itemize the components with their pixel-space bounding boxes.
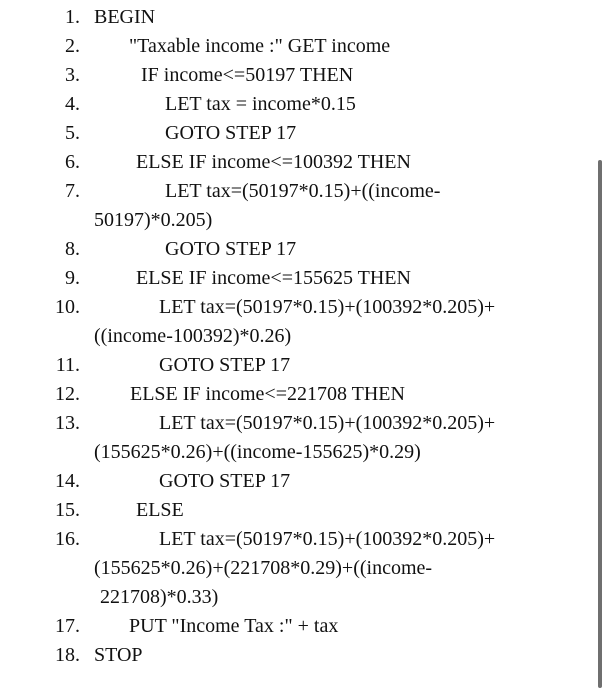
code-line: GOTO STEP 17 [165, 122, 297, 144]
code-line: "Taxable income :" GET income [129, 35, 391, 57]
line-number: 11. [55, 354, 80, 376]
vertical-scrollbar[interactable] [598, 160, 602, 688]
code-line: ELSE IF income<=100392 THEN [136, 151, 411, 173]
line-number: 2. [65, 35, 80, 57]
code-line: LET tax=(50197*0.15)+(100392*0.205)+ [159, 528, 496, 550]
line-number: 15. [55, 499, 80, 521]
code-line: PUT "Income Tax :" + tax [129, 615, 339, 637]
line-number: 12. [55, 383, 80, 405]
code-line-continuation: ((income-100392)*0.26) [94, 325, 292, 347]
line-number: 8. [65, 238, 80, 260]
code-line: LET tax=(50197*0.15)+((income- [165, 180, 441, 202]
code-line: ELSE IF income<=221708 THEN [130, 383, 405, 405]
line-number: 17. [55, 615, 80, 637]
code-line: IF income<=50197 THEN [141, 64, 354, 86]
code-line: GOTO STEP 17 [165, 238, 297, 260]
line-number: 7. [65, 180, 80, 202]
code-line: GOTO STEP 17 [159, 354, 291, 376]
line-number: 4. [65, 93, 80, 115]
code-line: BEGIN [94, 6, 156, 28]
line-number: 5. [65, 122, 80, 144]
code-line-continuation: 50197)*0.205) [94, 209, 213, 231]
line-number: 1. [65, 6, 80, 28]
line-number: 3. [65, 64, 80, 86]
code-line: LET tax = income*0.15 [165, 93, 356, 115]
line-number: 14. [55, 470, 80, 492]
code-line-continuation: (155625*0.26)+(221708*0.29)+((income- [94, 557, 433, 579]
code-line: LET tax=(50197*0.15)+(100392*0.205)+ [159, 412, 496, 434]
code-line: GOTO STEP 17 [159, 470, 291, 492]
code-line-continuation: 221708)*0.33) [100, 586, 219, 608]
code-line: ELSE IF income<=155625 THEN [136, 267, 411, 289]
line-number: 10. [55, 296, 80, 318]
code-line: STOP [94, 644, 143, 666]
line-number: 6. [65, 151, 80, 173]
line-number: 13. [55, 412, 80, 434]
code-line: ELSE [136, 499, 184, 521]
line-number: 9. [65, 267, 80, 289]
code-line-continuation: (155625*0.26)+((income-155625)*0.29) [94, 441, 421, 463]
code-line: LET tax=(50197*0.15)+(100392*0.205)+ [159, 296, 496, 318]
line-number: 18. [55, 644, 80, 666]
line-number: 16. [55, 528, 80, 550]
